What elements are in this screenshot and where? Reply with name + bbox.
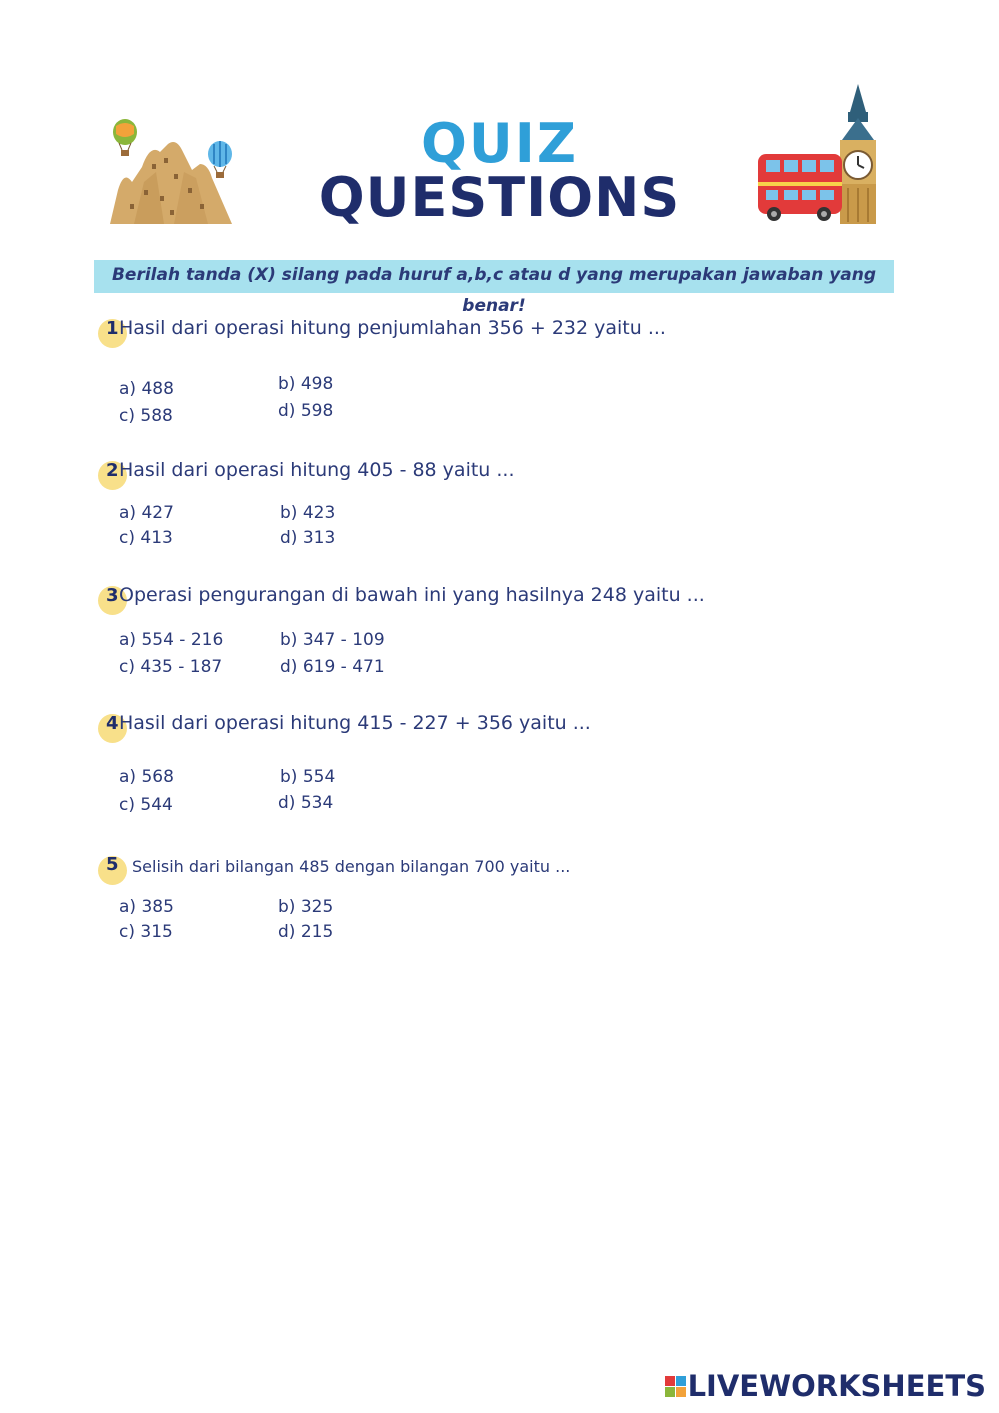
option-a[interactable]: a) 554 - 216 (119, 630, 224, 650)
question-text: Hasil dari operasi hitung 405 - 88 yaitu ... (119, 459, 515, 481)
option-b[interactable]: b) 325 (278, 897, 334, 917)
option-d[interactable]: d) 534 (278, 793, 334, 813)
option-b[interactable]: b) 498 (278, 374, 334, 394)
question-number: 4 (106, 713, 119, 734)
question-text: Selisih dari bilangan 485 dengan bilangan 700 yaitu ... (132, 857, 571, 876)
brand-name: LIVEWORKSHEETS (687, 1369, 986, 1403)
option-c[interactable]: c) 588 (119, 406, 173, 426)
question-text: Operasi pengurangan di bawah ini yang hasilnya 248 yaitu ... (119, 584, 705, 606)
option-c[interactable]: c) 435 - 187 (119, 657, 223, 677)
option-a[interactable]: a) 488 (119, 379, 174, 399)
option-a[interactable]: a) 568 (119, 767, 174, 787)
option-d[interactable]: d) 598 (278, 401, 334, 421)
title-questions: QUESTIONS (318, 166, 681, 229)
question-number: 3 (106, 585, 119, 606)
title-quiz: QUIZ (420, 112, 578, 175)
option-a[interactable]: a) 427 (119, 503, 174, 523)
option-c[interactable]: c) 315 (119, 922, 173, 942)
question-number: 5 (106, 854, 119, 875)
option-d[interactable]: d) 215 (278, 922, 334, 942)
option-c[interactable]: c) 413 (119, 528, 173, 548)
option-b[interactable]: b) 554 (280, 767, 336, 787)
option-b[interactable]: b) 423 (280, 503, 336, 523)
option-c[interactable]: c) 544 (119, 795, 173, 815)
option-d[interactable]: d) 313 (280, 528, 336, 548)
instruction-banner (94, 260, 894, 316)
brand-logo-icon (665, 1376, 686, 1397)
liveworksheets-logo (665, 1369, 986, 1403)
question-text: Hasil dari operasi hitung 415 - 227 + 356 yaitu ... (119, 712, 591, 734)
question-number: 1 (106, 318, 119, 339)
question-text: Hasil dari operasi hitung penjumlahan 356 + 232 yaitu ... (119, 317, 666, 339)
option-d[interactable]: d) 619 - 471 (280, 657, 385, 677)
question-number: 2 (106, 460, 119, 481)
option-a[interactable]: a) 385 (119, 897, 174, 917)
instruction-text: Berilah tanda (X) silang pada huruf a,b,c atau d yang merupakan jawaban yang benar! (111, 265, 877, 316)
option-b[interactable]: b) 347 - 109 (280, 630, 385, 650)
